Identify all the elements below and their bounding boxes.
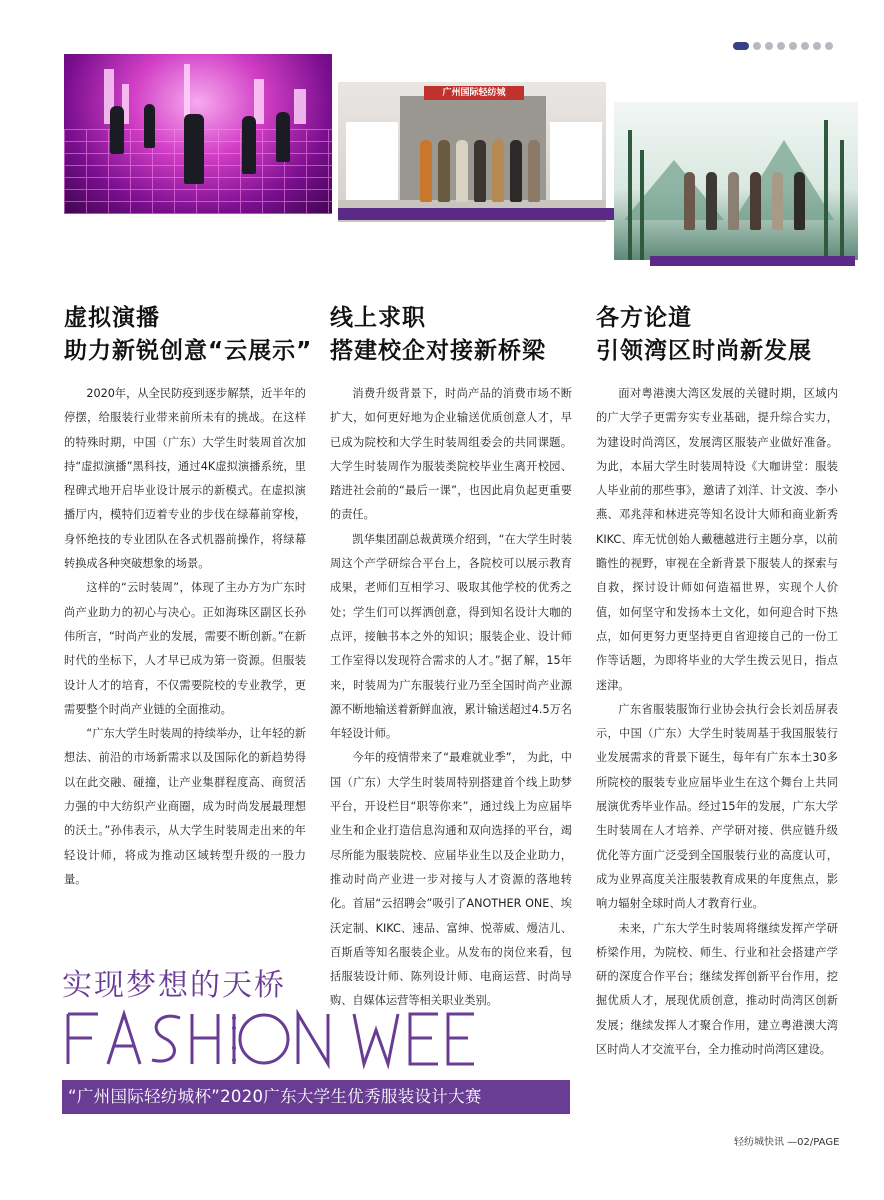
paragraph: 这样的“云时装周”，体现了主办方为广东时尚产业助力的初心与决心。正如海珠区副区长孙伟所言，“时尚产业的发展，需要不断创新。”在新时代的坐标下，人才早已成为第一资源。但服装设计人才的培育，不仅需要院校的专业教学，更需要整个时尚产业链的全面推动。: [64, 581, 306, 716]
decorative-band: [338, 208, 628, 220]
section-title-line: 各方论道: [596, 305, 692, 331]
page-dot: [789, 42, 797, 50]
page-dot: [777, 42, 785, 50]
paragraph: “广东大学生时装周的持续举办，让年轻的新想法、前沿的市场新需求以及国际化的新趋势得以在此交融、碰撞，让产业集群程度高、商贸活力强的中大纺织产业商圈，成为时尚发展最理想的沃土。”孙伟表示，从大学生时装周走出来的年轻设计师，将成为推动区域转型升级的一股力量。: [64, 727, 306, 886]
page-dot: [813, 42, 821, 50]
fashion-week-logo: [62, 1008, 482, 1070]
paragraph: 消费升级背景下，时尚产品的消费市场不断扩大，如何更好地为企业输送优质创意人才，早已成为院校和大学生时装周组委会的共同课题。大学生时装周作为服装类院校毕业生离开校园、踏进社会前的“最后一课”，也因此肩负起更重要的责任。: [330, 387, 572, 522]
page-indicator: [733, 42, 833, 50]
stage-sign: 广州国际轻纺城: [424, 86, 524, 100]
paragraph: 凯华集团副总裁黄瑛介绍到，“在大学生时装周这个产学研综合平台上，各院校可以展示教育成果，老师们互相学习、吸取其他学校的优秀之处；学生们可以挥洒创意，得到知名设计大咖的点评，接触书本之外的知识；服装企业、设计师工作室得以发现符合需求的人才。”据了解，15年来，时装周为广东服装行业乃至全国时尚产业源源不断地输送着新鲜血液，累计输送超过4.5万名年轻设计师。: [330, 532, 572, 741]
paragraph: 广东省服装服饰行业协会执行会长刘岳屏表示，中国（广东）大学生时装周基于我国服装行业发展需求的背景下诞生，每年有广东本土30多所院校的服装专业应届毕业生在这个舞台上共同展演优秀毕业作品。经过15年的发展，广东大学生时装周在人才培养、产学研对接、供应链升级优化等方面广泛受到全国服装行业的高度认可，成为业界高度关注服装教育成果的年度焦点，影响力辐射全球时尚人才教育行业。: [596, 702, 838, 911]
page-dot: [753, 42, 761, 50]
page-dot-active: [733, 42, 749, 50]
article-column: [596, 382, 838, 1062]
article-column: [330, 382, 572, 1014]
page-footer: 轻纺城快讯 —02/PAGE: [734, 1137, 840, 1148]
fashion-week-logo-text: FASHION WEEK: [62, 1008, 70, 1009]
landscape-runway-photo: [614, 102, 858, 260]
slogan: 实现梦想的天桥: [62, 968, 286, 1003]
section-title-line: 助力新锐创意“云展示”: [64, 338, 313, 364]
decorative-band: [650, 256, 855, 266]
stage-photo: [338, 82, 606, 222]
competition-banner: “广州国际轻纺城杯”2020广东大学生优秀服装设计大赛: [62, 1080, 570, 1114]
paragraph: 面对粤港澳大湾区发展的关键时期，区域内的广大学子更需夯实专业基础，提升综合实力，为建设时尚湾区，发展湾区服装产业做好准备。为此，本届大学生时装周特设《大咖讲堂：服装人毕业前的那些事》，邀请了刘洋、计文波、李小燕、邓兆萍和林进亮等知名设计大师和商业新秀KIKC、库无忧创始人戴穗越进行主题分享，以前瞻性的视野，审视在全新背景下服装人的探索与自救，探讨设计师如何造福世界，实现个人价值，如何坚守和发扬本土文化，如何迎合时下热点，如何更努力更坚持更自省迎接自己的一份工作等话题，为即将毕业的大学生拨云见日，指点迷津。: [596, 387, 838, 692]
section-title-line: 搭建校企对接新桥梁: [330, 338, 546, 364]
paragraph: 2020年，从全民防疫到逐步解禁，近半年的停摆，给服装行业带来前所未有的挑战。在这样的特殊时期，中国（广东）大学生时装周首次加持“虚拟演播”黑科技，通过4K虚拟演播系统，里程碑式地开启毕业设计展示的新模式。在虚拟演播厅内，模特们迈着专业的步伐在绿幕前穿梭，身怀绝技的专业团队在各式机器前操作，将绿幕转换成各种突破想象的场景。: [64, 387, 306, 571]
section-title: [64, 302, 312, 368]
page-dot: [765, 42, 773, 50]
section-title: [596, 302, 812, 368]
paragraph: 未来，广东大学生时装周将继续发挥产学研桥梁作用，为院校、师生、行业和社会搭建产学研的深度合作平台；继续发挥创新平台作用，挖掘优质人才，展现优质创意，推动时尚湾区创新发展；继续发挥人才聚合作用，建立粤港澳大湾区时尚人才交流平台，全力推动时尚湾区建设。: [596, 921, 838, 1057]
section-title-line: 引领湾区时尚新发展: [596, 338, 812, 364]
section-title-line: 线上求职: [330, 305, 426, 331]
section-title: [330, 302, 546, 368]
section-title-line: 虚拟演播: [64, 305, 160, 331]
article-column: [64, 382, 306, 892]
page-dot: [801, 42, 809, 50]
virtual-runway-photo: [64, 54, 332, 214]
paragraph: 今年的疫情带来了“最难就业季”， 为此，中国（广东）大学生时装周特别搭建首个线上助梦平台，开设栏目“职等你来”，通过线上为应届毕业生和企业打造信息沟通和双向选择的平台，竭尽所能为服装院校、应届毕业生以及企业助力，推动时尚产业进一步对接与人才资源的落地转化。首届“云招聘会”吸引了ANOTHER ONE、埃沃定制、KIKC、速品、富绅、悦蒂威、熳洁儿、百斯盾等知名服装企业。从发布的岗位来看，包括服装设计师、陈列设计师、电商运营、时尚导购、自媒体运营等相关职业类别。: [330, 751, 572, 1008]
page-dot: [825, 42, 833, 50]
